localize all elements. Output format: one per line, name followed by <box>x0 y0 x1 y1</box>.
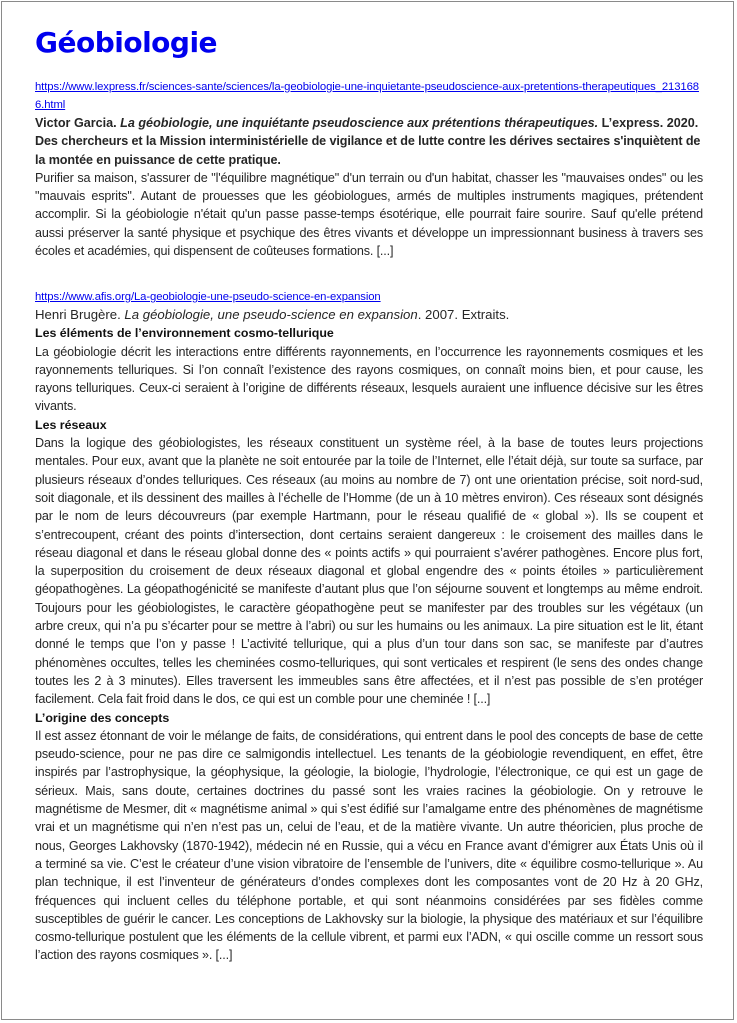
article-body: Purifier sa maison, s'assurer de "l'équilibre magnétique" d'un terrain ou d'un habitat, chasser les "mauvaises ondes" ou les "mauvais esprits". Autant de prouesses que les géobiologues, armés de multiples instruments magiques, prétendent accomplir. Si la géobiologie n'était qu'un passe passe-temps ésotérique, elle pourrait faire sourire. Sauf qu'elle prétend aussi préserver la santé physique et psychique des êtres vivants et développe un impressionnant business à travers ses écoles et académies, qui dispensent de coûteuses formations. [...] <box>35 170 703 259</box>
page-title: Géobiologie <box>35 26 218 59</box>
citation-author: Henri Brugère. <box>35 307 125 322</box>
citation-source: L’express. 2020. <box>601 116 699 130</box>
article-lexpress <box>35 78 703 260</box>
section-heading: L’origine des concepts <box>35 710 170 725</box>
citation-source: . 2007. Extraits. <box>417 307 510 322</box>
article-link-afis[interactable]: https://www.afis.org/La-geobiologie-une-pseudo-science-en-expansion <box>35 291 381 303</box>
section-body: Il est assez étonnant de voir le mélange de faits, de considérations, qui entrent dans le pool des concepts de base de cette pseudo-science, pour ne pas dire ce salmigondis intellectuel. Les tenants de la géobiologie revendiquent, en effet, être inspirés par l’astrophysique, la géophysique, la géologie, la biologie, l’hydrologie, l’électronique, ce qui est un gage de sérieux. Mais, sans doute, certaines doctrines du passé sont les vraies racines la géobiologie. On y retrouve le magnétisme de Mesmer, dit « magnétisme animal » qui s’est édifié sur l’amalgame entre des phénomènes de magnétisme vrai et un magnétisme qui n’en n’est pas un, celui de l’eau, et de la matière vivante. Un autre théoricien, plus proche de nous, Georges Lakhovsky (1870-1942), médecin né en Russie, qui a vécu en France avant d’émigrer aux États Unis où il a terminé sa vie. C’est le créateur d’une vision vibratoire de l’ensemble de l’univers, dite « équilibre cosmo-tellurique ». Au plan technique, il est l’inventeur de générateurs d’ondes complexes dont les composantes vont de 20 Hz à 20 GHz, fréquences qui incluent celles du téléphone portable, et qui sont néanmoins considérées par ses fidèles comme susceptibles de guérir le cancer. Les conceptions de Lakhovsky sur la biologie, la physique des matériaux et sur l’équilibre cosmo-tellurique postulent que les éléments de la cellule vibrent, et parmi eux l’ADN, « qui oscille comme un ressort sous l’action des rayons cosmiques ». [...] <box>35 728 703 963</box>
section-body: La géobiologie décrit les interactions entre différents rayonnements, en l’occurrence les rayonnements cosmiques et les rayonnements telluriques. Si l’on connaît l’existence des rayons cosmiques, on connaît moins bien, et pour cause, les rayons telluriques. Ceux-ci seraient à l’origine de différents réseaux, lesquels auraient une influence décisive sur les êtres vivants. <box>35 344 703 414</box>
citation-author: Victor Garcia. <box>35 116 117 130</box>
article-summary: Des chercheurs et la Mission interministérielle de vigilance et de lutte contre les dérives sectaires s'inquiètent de la montée en puissance de cette pratique. <box>35 134 701 167</box>
citation-afis <box>35 306 703 324</box>
citation-lexpress <box>35 114 703 132</box>
article-afis <box>35 288 703 965</box>
article-link-lexpress[interactable]: https://www.lexpress.fr/sciences-sante/sciences/la-geobiologie-une-inquietante-pseudoscience-aux-pretentions-therapeutiques_2131686.html <box>35 81 699 111</box>
citation-work-title: La géobiologie, une inquiétante pseudoscience aux prétentions thérapeutiques. <box>120 116 599 130</box>
citation-work-title: La géobiologie, une pseudo-science en expansion <box>124 307 418 322</box>
section-body: Dans la logique des géobiologistes, les réseaux constituent un système réel, à la base de toutes leurs projections mentales. Pour eux, avant que la planète ne soit entourée par la toile de l’Internet, elle l’était déjà, sur toute sa surface, par plusieurs réseaux d’ondes telluriques. Ces réseaux (au moins au nombre de 7) ont une orientation précise, soit nord-sud, soit diagonale, et ils dessinent des mailles à l’échelle de l’Homme (de un à 10 mètres environ). Ces réseaux sont désignés par le nom de leurs découvreurs (par exemple Hartmann, pour le réseau qualifié de « global »). Ils se coupent et s’entrecoupent, créant des points d’intersection, dont certains seraient dangereux : le croisement des mailles dans le réseau diagonal et dans le réseau global donne des « points actifs » qui pourraient s’avérer pathogènes. Encore plus fort, la superposition du croisement de deux réseaux diagonal et global engendre des « points étoiles » particulièrement géopathogènes. La géopathogénicité se manifeste d’autant plus que l’on séjourne souvent et longtemps au même endroit. Toujours pour les géobiologistes, le caractère géopathogène peut se manifester par des troubles sur les végétaux (un arbre creux, qui n’a pu s’écarter pour se mettre à l’abri) ou sur les humains ou les animaux. La pire situation est le lit, étant donné le temps que l’on y passe ! L’activité tellurique, qui a plus d’un tour dans son sac, se manifeste par d’autres phénomènes occultes, telles les cheminées cosmo-telluriques, qui sont verticales et respirent (le sens des ondes change toutes les 2 à 3 minutes). Elles traversent les immeubles sans être affectées, et il n’est pas possible de s’en protéger facilement. Cela fait froid dans le dos, ce qui est un comble pour une cheminée ! [...] <box>35 436 703 707</box>
section-heading: Les éléments de l’environnement cosmo-tellurique <box>35 326 334 341</box>
section-heading: Les réseaux <box>35 417 107 432</box>
